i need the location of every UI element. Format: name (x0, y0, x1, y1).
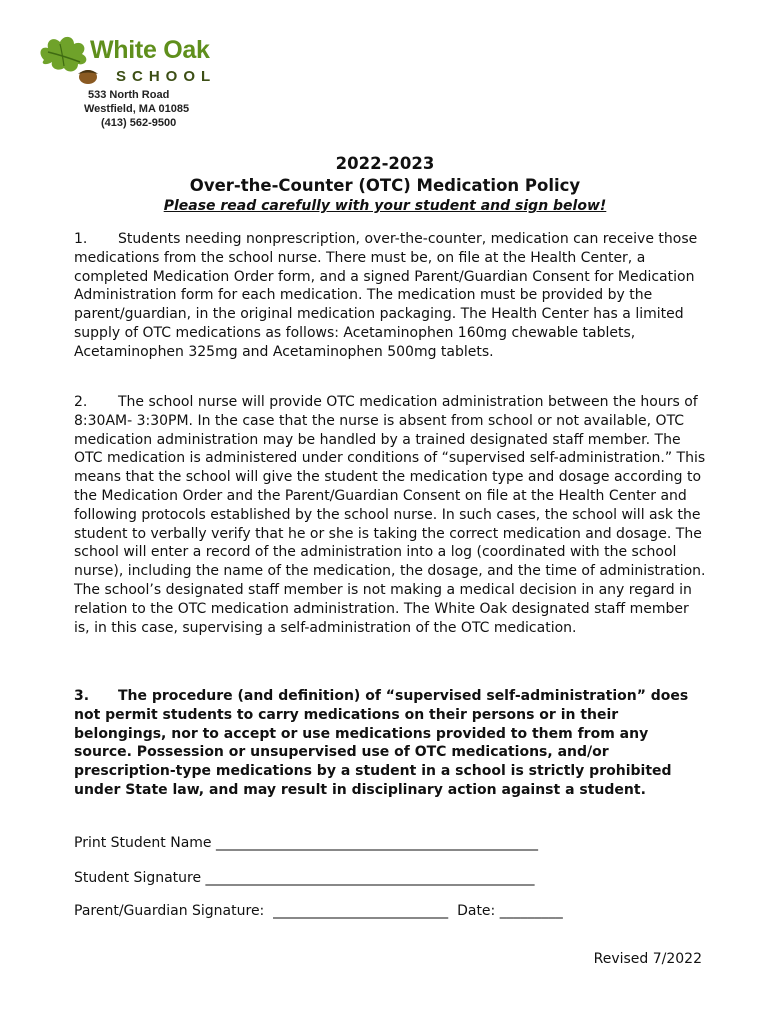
policy-paragraph-2 (74, 393, 706, 637)
school-year-title: 2022-2023 (335, 154, 435, 173)
school-name: White Oak (90, 36, 210, 64)
policy-paragraph-3 (74, 687, 706, 800)
paragraph-text: The procedure (and definition) of “supervised self-administration” does not permit students to carry medications on their persons or in their belongings, nor to accept or use medications provided to them from any source. Possession or unsupervised use of OTC medications, and/or prescription-type medications by a student in a school is strictly prohibited under State law, and may result in disciplinary action against a student. (74, 688, 689, 798)
school-logo (34, 32, 234, 132)
policy-paragraph-1 (74, 230, 706, 362)
phone-number: (413) 562-9500 (101, 117, 177, 129)
paragraph-number: 2. (74, 394, 88, 410)
revision-date: Revised 7/2022 (593, 951, 702, 967)
parent-signature-date-field[interactable]: Parent/Guardian Signature: _________________________ Date: _________ (74, 903, 563, 919)
policy-title: Over-the-Counter (OTC) Medication Policy (189, 176, 581, 195)
paragraph-text: Students needing nonprescription, over-the-counter, medication can receive those medications from the school nurse. There must be, on file at the Health Center, a completed Medication Order form, and a signed Parent/Guardian Consent for Medication Administration form for each medication. The medication must be provided by the parent/guardian, in the original medication packaging. The Health Center has a limited supply of OTC medications as follows: Acetaminophen 160mg chewable tablets, Acetaminophen 325mg and Acetaminophen 500mg tablets. (74, 231, 698, 360)
instruction-line: Please read carefully with your student and sign below! (163, 198, 607, 214)
address-line-1: 533 North Road (88, 89, 170, 101)
school-word: SCHOOL (116, 68, 217, 85)
paragraph-text: The school nurse will provide OTC medication administration between the hours of 8:30AM- 3:30PM. In the case that the nurse is absent from school or not available, OTC medication administration may be handled by a trained designated staff member. The OTC medication is administered under conditions of “supervised self-administration.” This means that the school will give the student the medication type and dosage according to the Medication Order and the Parent/Guardian Consent on file at the Health Center and following protocols established by the school nurse. In such cases, the school will ask the student to verbally verify that he or she is taking the correct medication and dosage. The school will enter a record of the administration into a log (coordinated with the school nurse), including the name of the medication, the dosage, and the time of administration. The school’s designated staff member is not making a medical decision in any regard in relation to the OTC medication administration. The White Oak designated staff member is, in this case, supervising a self-administration of the OTC medication. (74, 394, 706, 636)
address-line-2: Westfield, MA 01085 (84, 103, 190, 115)
paragraph-number: 3. (74, 688, 90, 704)
student-signature-field[interactable]: Student Signature _______________________________________________ (74, 870, 535, 886)
paragraph-number: 1. (74, 231, 88, 247)
school-address (84, 88, 189, 130)
student-name-field[interactable]: Print Student Name ______________________________________________ (74, 835, 538, 851)
